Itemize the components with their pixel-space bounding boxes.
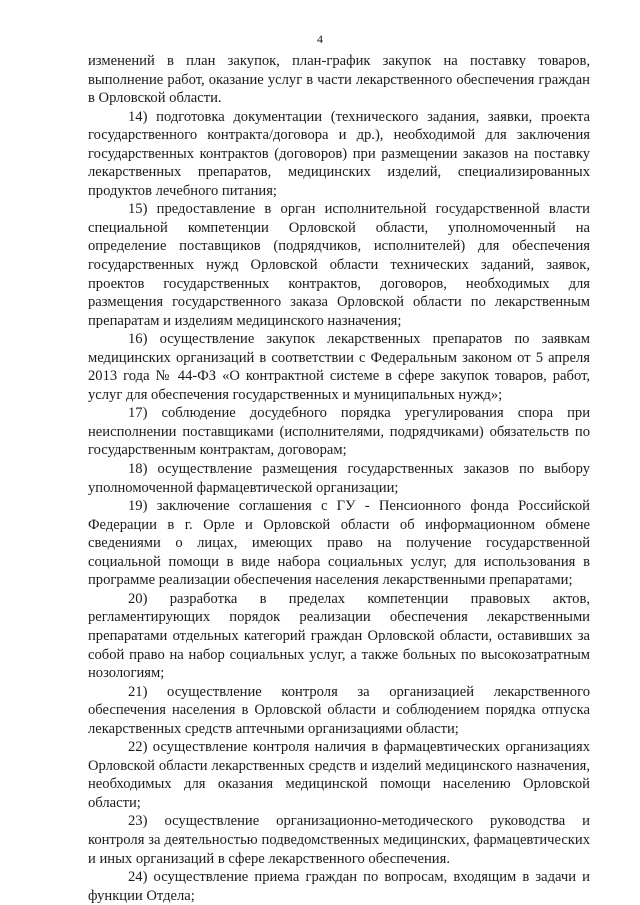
list-item-16: 16) осуществление закупок лекарственных препаратов по заявкам медицинских организаций в соответствии с Федеральным законом от 5 апреля 2013 года № 44-ФЗ «О контрактной системе в сфере закупок товаров, работ, услуг для обеспечения государственных и муниципальных нужд»;	[88, 331, 590, 403]
list-item-19: 19) заключение соглашения с ГУ - Пенсионного фонда Российской Федерации в г. Орле и Орловской области об информационном обмене сведениями о лицах, имеющих право на получение государственной социальной помощи в виде набора социальных услуг, для использования в программе реализации обеспечения населения лекарственными препаратами;	[88, 498, 590, 589]
list-item-21: 21) осуществление контроля за организацией лекарственного обеспечения населения в Орловской области и соблюдением порядка отпуска лекарственных средств аптечными организациями области;	[88, 683, 590, 737]
list-item-20: 20) разработка в пределах компетенции правовых актов, регламентирующих порядок реализации обеспечения лекарственными препаратами отдельных категорий граждан Орловской области, оставивших за собой право на набор социальных услуг, а также больных по высокозатратным нозологиям;	[88, 590, 590, 682]
list-item-17: 17) соблюдение досудебного порядка урегулирования спора при неисполнении поставщиками (исполнителями, подрядчиками) обязательств по государственным контрактам, договорам;	[88, 405, 590, 459]
document-body	[88, 52, 590, 905]
list-item-22: 22) осуществление контроля наличия в фармацевтических организациях Орловской области лекарственных средств и изделий медицинского назначения, необходимых для оказания медицинской помощи населению Орловской области;	[88, 739, 590, 811]
list-item-24: 24) осуществление приема граждан по вопросам, входящим в задачи и функции Отдела;	[88, 869, 590, 904]
page-number: 4	[317, 32, 323, 46]
list-item-15: 15) предоставление в орган исполнительной государственной власти специальной компетенции Орловской области, уполномоченный на определение поставщиков (подрядчиков, исполнителей) для обеспечения государственных нужд Орловской области технических заданий, заявок, проектов государственных контрактов, договоров, необходимых для размещения государственного заказа Орловской области по лекарственным препаратам и изделиям медицинского назначения;	[88, 201, 590, 329]
list-item-18: 18) осуществление размещения государственных заказов по выбору уполномоченной фармацевтической организации;	[88, 461, 590, 496]
paragraph-continuation: изменений в план закупок, план-график закупок на поставку товаров, выполнение работ, оказание услуг в части лекарственного обеспечения граждан в Орловской области.	[88, 53, 590, 107]
list-item-14: 14) подготовка документации (технического задания, заявки, проекта государственного контракта/договора и др.), необходимой для заключения государственных контрактов (договоров) при размещении заказов на поставку лекарственных препаратов, медицинских изделий, специализированных продуктов лечебного питания;	[88, 108, 590, 199]
list-item-23: 23) осуществление организационно-методического руководства и контроля за деятельностью подведомственных медицинских, фармацевтических и иных организаций в сфере лекарственного обеспечения.	[88, 813, 590, 867]
